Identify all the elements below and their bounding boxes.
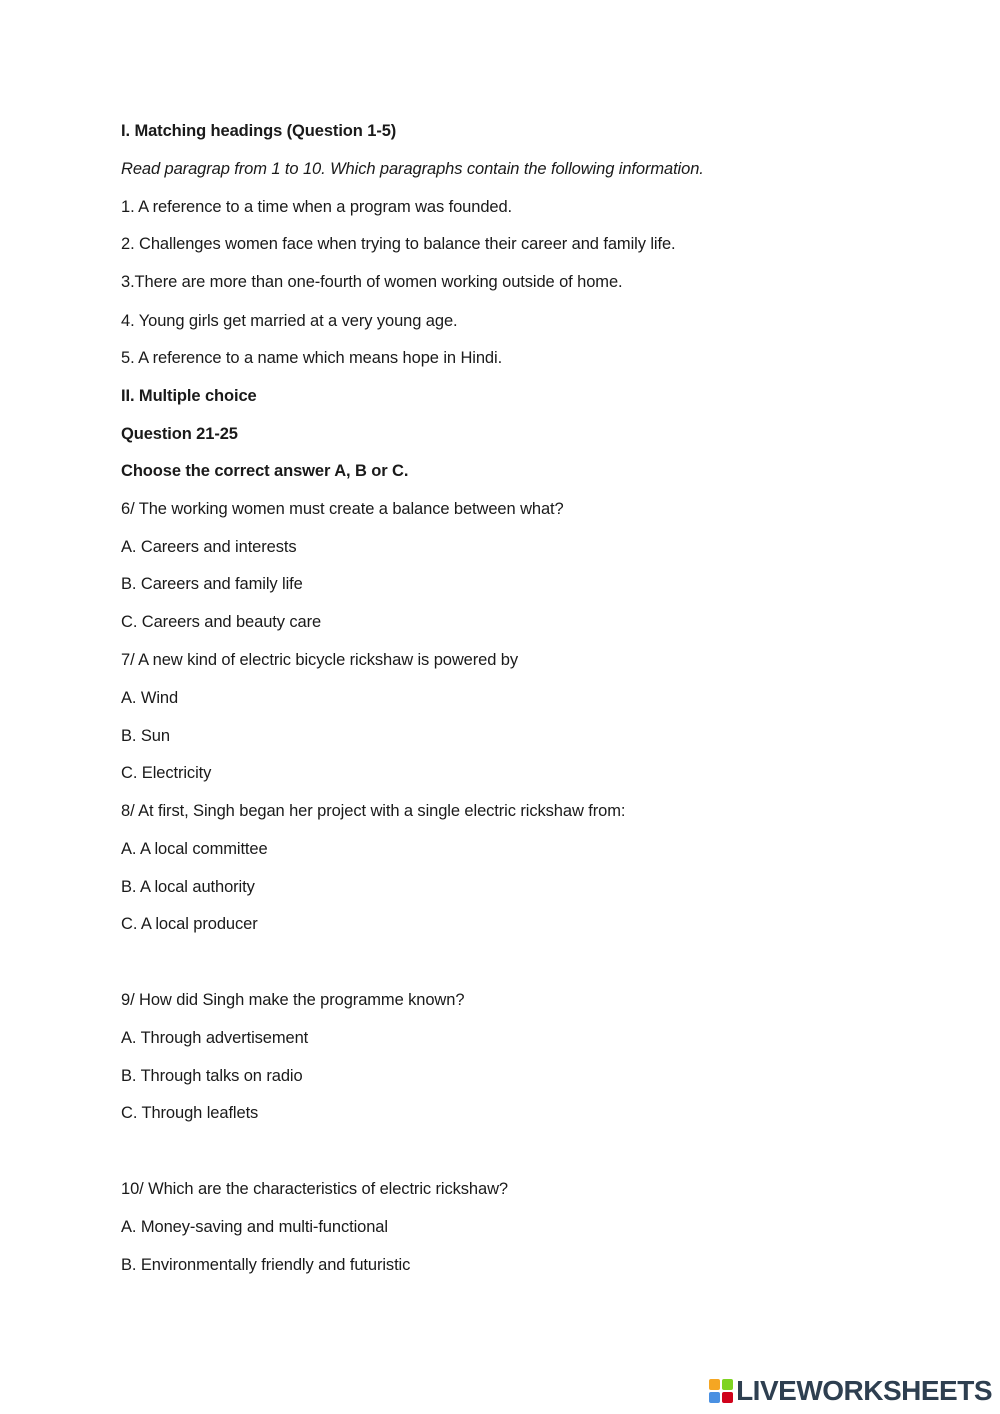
question-range: Question 21-25 [121,425,238,443]
question-6-option-b: B. Careers and family life [121,575,303,593]
question-7-option-c: C. Electricity [121,764,212,782]
liveworksheets-brand[interactable] [709,1376,992,1406]
question-9-option-c: C. Through leaflets [121,1104,259,1122]
question-6-option-a: A. Careers and interests [121,538,297,556]
section-heading-multiple-choice: II. Multiple choice [121,387,257,405]
instructions: Read paragrap from 1 to 10. Which paragraphs contain the following information. [121,160,704,178]
brand-name: LIVEWORKSHEETS [736,1375,992,1406]
matching-item-5: 5. A reference to a name which means hope in Hindi. [121,349,503,367]
logo-square-1 [709,1379,720,1390]
section-heading-matching: I. Matching headings (Question 1-5) [121,122,397,140]
liveworksheets-logo-icon [709,1379,733,1403]
question-8-option-b: B. A local authority [121,878,255,896]
question-10-option-a: A. Money-saving and multi-functional [121,1218,388,1236]
question-6: 6/ The working women must create a balance between what? [121,500,564,518]
logo-square-3 [709,1392,720,1403]
question-7: 7/ A new kind of electric bicycle rickshaw is powered by [121,651,518,669]
question-7-option-b: B. Sun [121,727,170,745]
question-9-option-b: B. Through talks on radio [121,1067,303,1085]
question-9-option-a: A. Through advertisement [121,1029,309,1047]
matching-item-3: 3.There are more than one-fourth of women working outside of home. [121,273,623,291]
matching-item-1: 1. A reference to a time when a program was founded. [121,198,513,216]
question-10: 10/ Which are the characteristics of electric rickshaw? [121,1180,508,1198]
question-7-option-a: A. Wind [121,689,179,707]
question-8-option-c: C. A local producer [121,915,258,933]
question-6-option-c: C. Careers and beauty care [121,613,322,631]
choose-instruction: Choose the correct answer A, B or C. [121,462,409,480]
matching-item-2: 2. Challenges women face when trying to balance their career and family life. [121,235,676,253]
matching-item-4: 4. Young girls get married at a very young age. [121,312,458,330]
logo-square-2 [722,1379,733,1390]
question-8: 8/ At first, Singh began her project with a single electric rickshaw from: [121,802,626,820]
question-10-option-b: B. Environmentally friendly and futuristic [121,1256,411,1274]
logo-square-4 [722,1392,733,1403]
question-9: 9/ How did Singh make the programme known? [121,991,465,1009]
question-8-option-a: A. A local committee [121,840,268,858]
